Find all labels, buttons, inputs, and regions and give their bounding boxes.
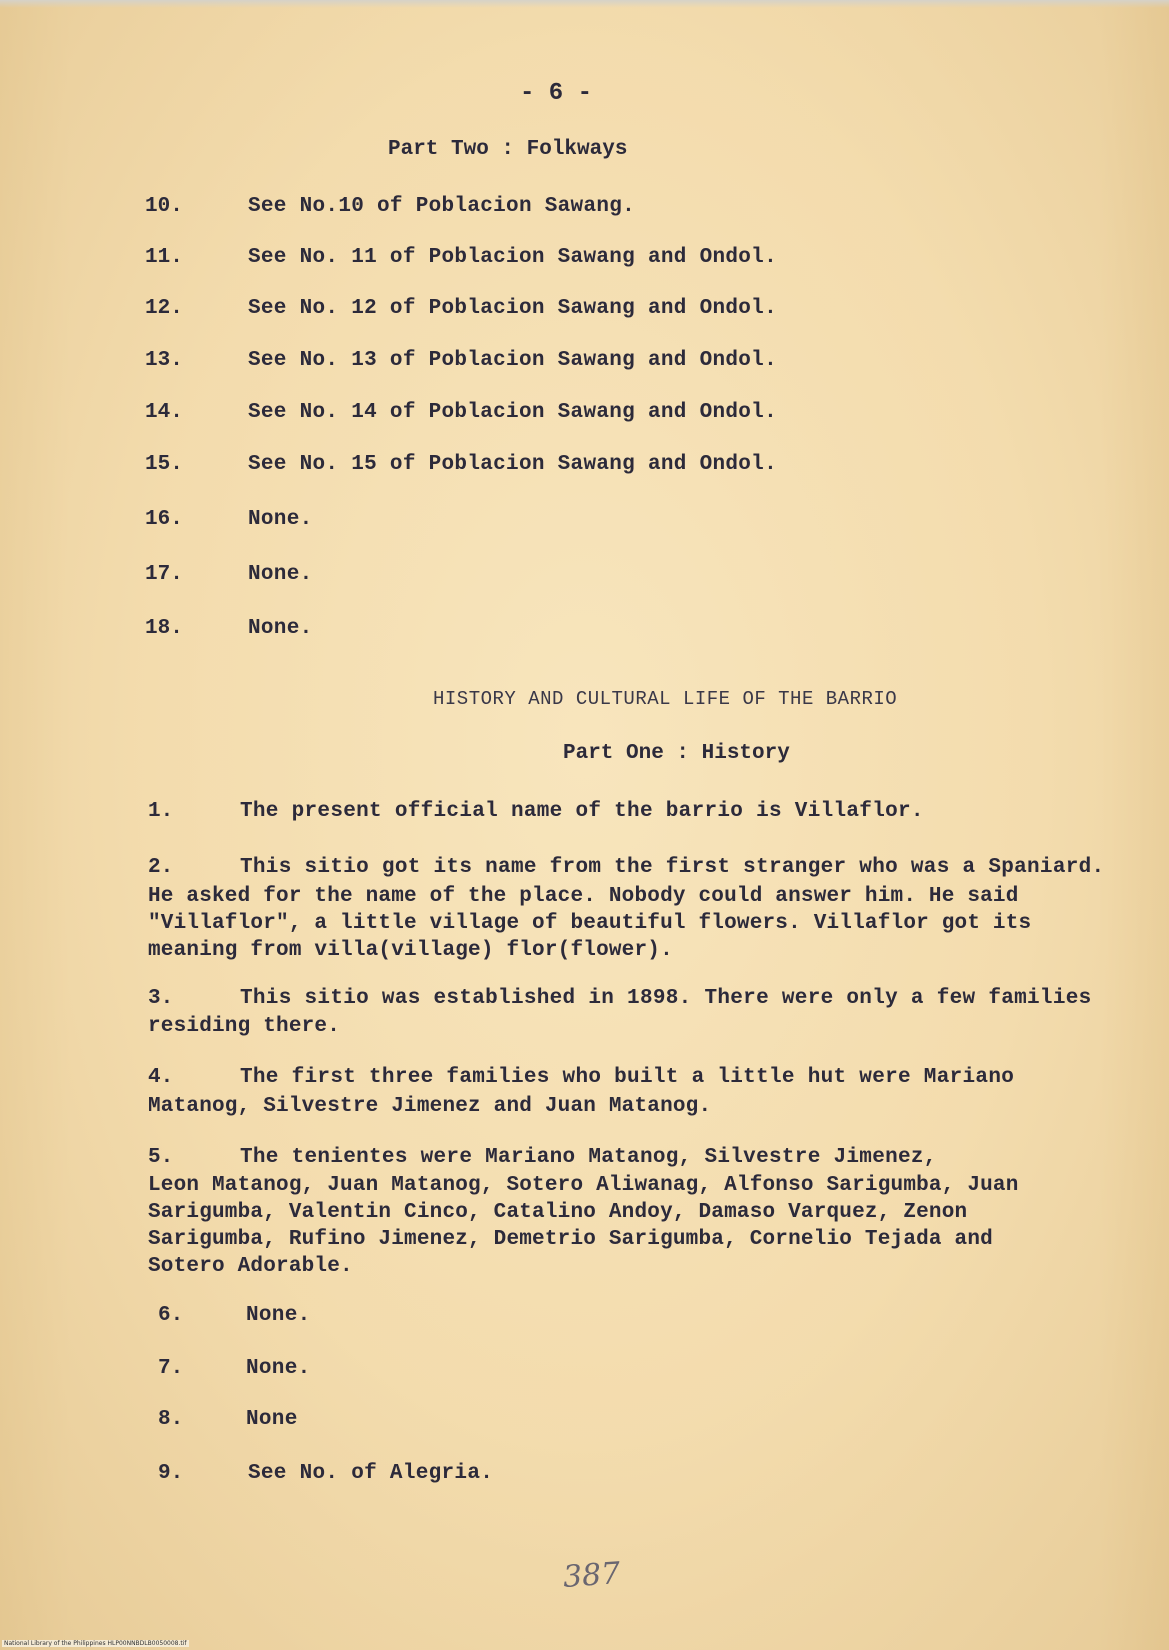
list-item-text: None.	[246, 1304, 311, 1327]
list-item-text: See No. 13 of Poblacion Sawang and Ondol.	[248, 349, 777, 372]
list-item-number: 4.	[148, 1066, 174, 1089]
paragraph-body: Leon Matanog, Juan Matanog, Sotero Aliwanag, Alfonso Sarigumba, Juan Sarigumba, Valentin Cinco, Catalino Andoy, Damaso Varquez, Zenon Sarigumba, Rufino Jimenez, Demetrio Sarigumba, Cornelio Tejada and Sotero Adorable.	[148, 1174, 1019, 1278]
part-two-heading: Part Two : Folkways	[388, 138, 628, 161]
archive-footer: National Library of the Philippines HLP00NNBDLB0050008.tif	[4, 1640, 187, 1647]
part-one-heading: Part One : History	[563, 742, 790, 765]
list-item-number: 12.	[145, 297, 183, 320]
list-item-text: None	[246, 1408, 298, 1431]
list-item-text: None.	[248, 563, 313, 586]
list-item-text: None.	[248, 508, 313, 531]
paragraph-body: Matanog, Silvestre Jimenez and Juan Matanog.	[148, 1095, 712, 1118]
section-title: HISTORY AND CULTURAL LIFE OF THE BARRIO	[433, 688, 898, 710]
list-item-text: See No. 12 of Poblacion Sawang and Ondol.	[248, 297, 777, 320]
list-item-text: See No. 15 of Poblacion Sawang and Ondol.	[248, 453, 777, 476]
list-item-text: See No. 14 of Poblacion Sawang and Ondol.	[248, 401, 777, 424]
list-item-number: 3.	[148, 987, 174, 1010]
list-item-text: None.	[248, 617, 313, 640]
page-edge	[0, 0, 1169, 8]
list-item-text: The present official name of the barrio is Villaflor.	[240, 800, 924, 823]
list-item-number: 13.	[145, 349, 183, 372]
page-number: - 6 -	[520, 80, 593, 107]
paragraph-first-line: This sitio got its name from the first stranger who was a Spaniard.	[240, 856, 1105, 879]
list-item-number: 6.	[158, 1304, 184, 1327]
list-item-number: 7.	[158, 1357, 184, 1380]
list-item-number: 15.	[145, 453, 183, 476]
list-item-number: 2.	[148, 856, 174, 879]
list-item-text: See No. of Alegria.	[248, 1462, 494, 1485]
paragraph-body: residing there.	[148, 1015, 341, 1038]
list-item-number: 16.	[145, 508, 183, 531]
paragraph-body: He asked for the name of the place. Nobody could answer him. He said "Villaflor", a little village of beautiful flowers. Villaflor got its meaning from villa(village) flor(flower).	[148, 885, 1032, 962]
paragraph-first-line: The tenientes were Mariano Matanog, Silvestre Jimenez,	[240, 1146, 937, 1169]
list-item-number: 18.	[145, 617, 183, 640]
list-item-number: 14.	[145, 401, 183, 424]
list-item-number: 10.	[145, 195, 183, 218]
paragraph-first-line: The first three families who built a little hut were Mariano	[240, 1066, 1015, 1089]
list-item-text: See No.10 of Poblacion Sawang.	[248, 195, 636, 218]
list-item-number: 17.	[145, 563, 183, 586]
list-item-number: 8.	[158, 1408, 184, 1431]
list-item-number: 1.	[148, 800, 174, 823]
list-item-number: 11.	[145, 246, 183, 269]
list-item-number: 5.	[148, 1146, 174, 1169]
list-item-number: 9.	[158, 1462, 184, 1485]
list-item-text: See No. 11 of Poblacion Sawang and Ondol.	[248, 246, 777, 269]
handwritten-page-mark: 387	[561, 1556, 622, 1595]
paragraph-first-line: This sitio was established in 1898. There were only a few families	[240, 987, 1092, 1010]
list-item-text: None.	[246, 1357, 311, 1380]
